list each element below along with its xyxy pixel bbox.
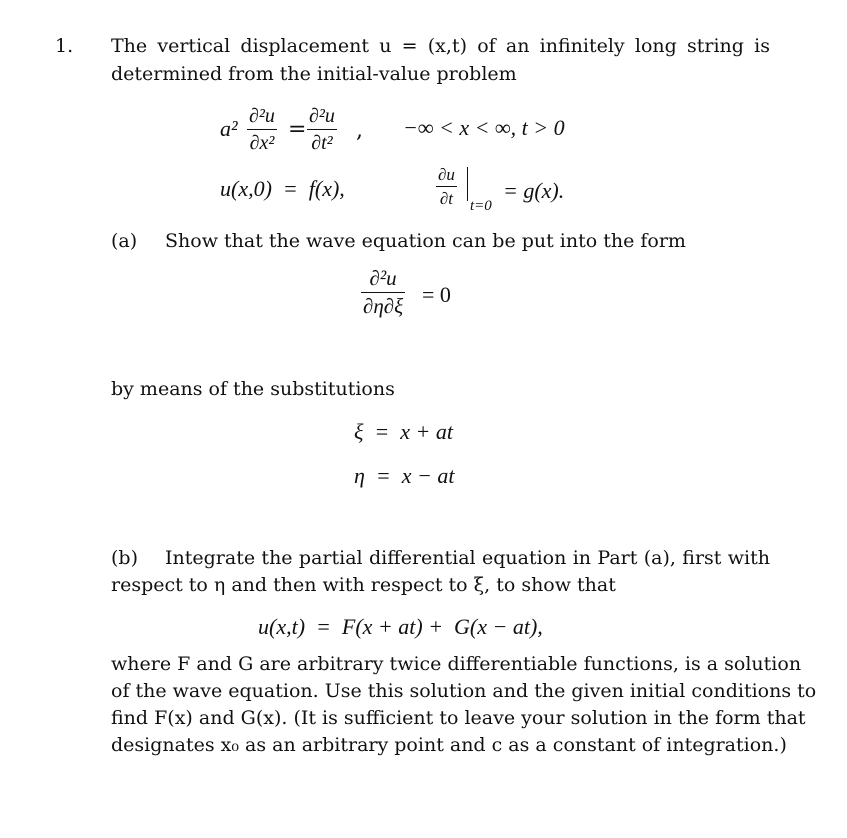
domain-condition: −∞ < x < ∞, t > 0 (403, 115, 565, 140)
by-means-text: by means of the substitutions (111, 378, 395, 400)
equals-sign: = (288, 117, 307, 142)
fraction-denominator: ∂t (439, 189, 454, 208)
part-b-paragraph-line-3: find F(x) and G(x). (It is sufficient to leave your solution in the form that (111, 707, 806, 729)
a-squared: a² (220, 116, 238, 141)
fraction-numerator: ∂u (438, 165, 455, 184)
fraction-du-dt (436, 166, 457, 207)
comma: , (356, 118, 363, 143)
fraction-numerator: ∂²u (309, 105, 335, 127)
fraction-numerator: ∂²u (369, 266, 397, 290)
part-b-label: (b) (111, 547, 138, 569)
part-b-paragraph-line-1: where F and G are arbitrary twice differentiable functions, is a solution (111, 653, 802, 675)
fraction-d2u-deta-dxi (361, 268, 405, 317)
fraction-denominator: ∂x² (249, 132, 275, 154)
intro-line-2: determined from the initial-value problem (111, 63, 517, 85)
problem-number: 1. (55, 35, 74, 57)
initial-condition-velocity: = g(x). (503, 178, 565, 203)
intro-line-1: The vertical displacement u = (x,t) of an infinitely long string is (111, 35, 770, 57)
part-b-line-1: Integrate the partial differential equation in Part (a), first with (165, 547, 770, 569)
fraction-d2u-dx2 (247, 106, 277, 153)
initial-condition-displacement: u(x,0) = f(x), (220, 176, 345, 201)
evaluation-subscript: t=0 (470, 198, 492, 214)
fraction-bar (307, 129, 337, 130)
evaluation-bar (467, 167, 468, 201)
part-b-paragraph-line-2: of the wave equation. Use this solution and the given initial conditions to (111, 680, 817, 702)
fraction-bar (436, 186, 457, 187)
substitution-xi: ξ = x + at (354, 419, 453, 444)
equals-zero: = 0 (422, 282, 451, 307)
part-a-label: (a) (111, 230, 138, 252)
part-b-paragraph-line-4: designates x₀ as an arbitrary point and c as a constant of integration.) (111, 734, 787, 756)
fraction-denominator: ∂t² (311, 132, 333, 154)
fraction-numerator: ∂²u (249, 105, 275, 127)
part-b-line-2: respect to η and then with respect to ξ, to show that (111, 574, 616, 596)
part-a-text: Show that the wave equation can be put into the form (165, 230, 686, 252)
fraction-d2u-dt2 (307, 106, 337, 153)
fraction-denominator: ∂η∂ξ (363, 294, 404, 318)
fraction-bar (247, 129, 277, 130)
substitution-eta: η = x − at (354, 463, 455, 488)
fraction-bar (361, 292, 405, 293)
general-solution: u(x,t) = F(x + at) + G(x − at), (258, 614, 543, 639)
